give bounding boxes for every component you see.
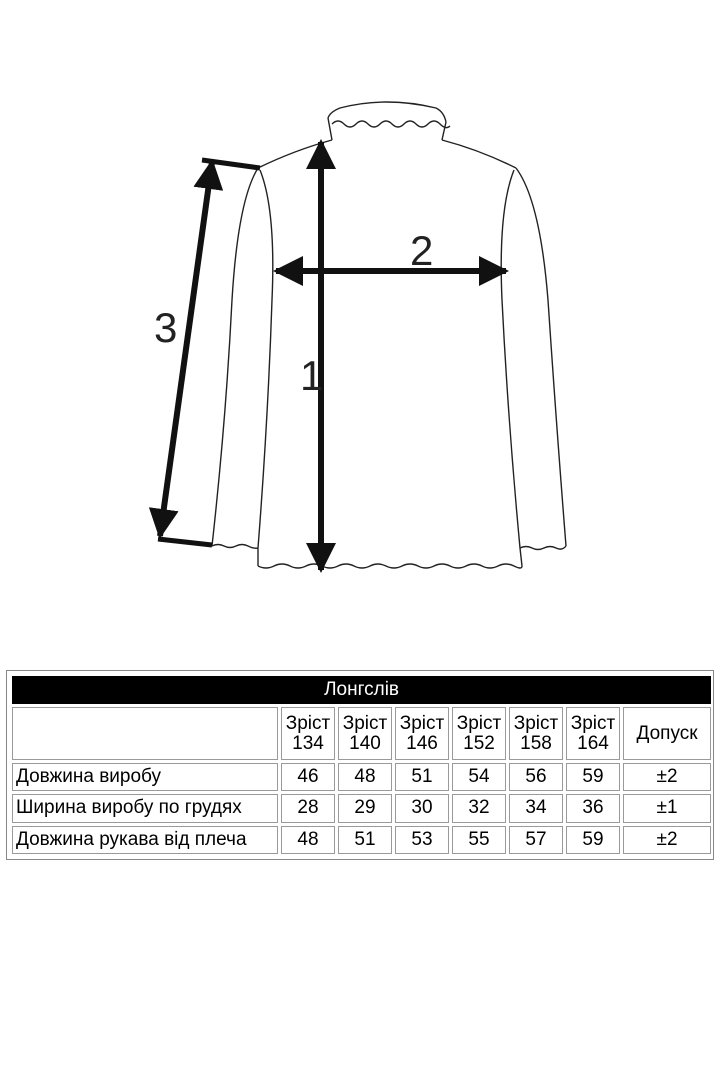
table-row <box>12 826 711 854</box>
table-title: Лонгслів <box>12 676 711 704</box>
table-cell: 36 <box>566 794 620 822</box>
tolerance-cell: ±2 <box>623 763 711 791</box>
height-header-152: Зріст 152 <box>452 707 506 760</box>
height-header-158: Зріст 158 <box>509 707 563 760</box>
table-cell: 34 <box>509 794 563 822</box>
tolerance-cell: ±1 <box>623 794 711 822</box>
row-label-chest-width: Ширина виробу по грудях <box>12 794 278 822</box>
tolerance-header: Допуск <box>623 707 711 760</box>
table-cell: 56 <box>509 763 563 791</box>
row-label-length: Довжина виробу <box>12 763 278 791</box>
longsleeve-outline <box>212 102 566 568</box>
table-header-row <box>12 707 711 760</box>
table-cell: 51 <box>395 763 449 791</box>
table-cell: 32 <box>452 794 506 822</box>
table-cell: 48 <box>281 826 335 854</box>
table-cell: 30 <box>395 794 449 822</box>
length-label: 1 <box>300 352 324 399</box>
sleeve-length-label: 3 <box>154 304 178 351</box>
row-label-sleeve-length: Довжина рукава від плеча <box>12 826 278 854</box>
size-table <box>9 673 714 857</box>
table-cell: 57 <box>509 826 563 854</box>
chest-width-label: 2 <box>410 227 434 274</box>
size-chart <box>6 670 714 860</box>
table-cell: 29 <box>338 794 392 822</box>
table-cell: 51 <box>338 826 392 854</box>
height-header-146: Зріст 146 <box>395 707 449 760</box>
table-cell: 59 <box>566 763 620 791</box>
height-header-134: Зріст 134 <box>281 707 335 760</box>
table-cell: 48 <box>338 763 392 791</box>
height-header-140: Зріст 140 <box>338 707 392 760</box>
table-cell: 53 <box>395 826 449 854</box>
table-row <box>12 763 711 791</box>
table-cell: 28 <box>281 794 335 822</box>
empty-corner-cell <box>12 707 278 760</box>
sleeve-length-measure-arrow <box>158 160 260 545</box>
table-cell: 46 <box>281 763 335 791</box>
tolerance-cell: ±2 <box>623 826 711 854</box>
table-row <box>12 794 711 822</box>
table-cell: 55 <box>452 826 506 854</box>
height-header-164: Зріст 164 <box>566 707 620 760</box>
table-cell: 54 <box>452 763 506 791</box>
table-cell: 59 <box>566 826 620 854</box>
